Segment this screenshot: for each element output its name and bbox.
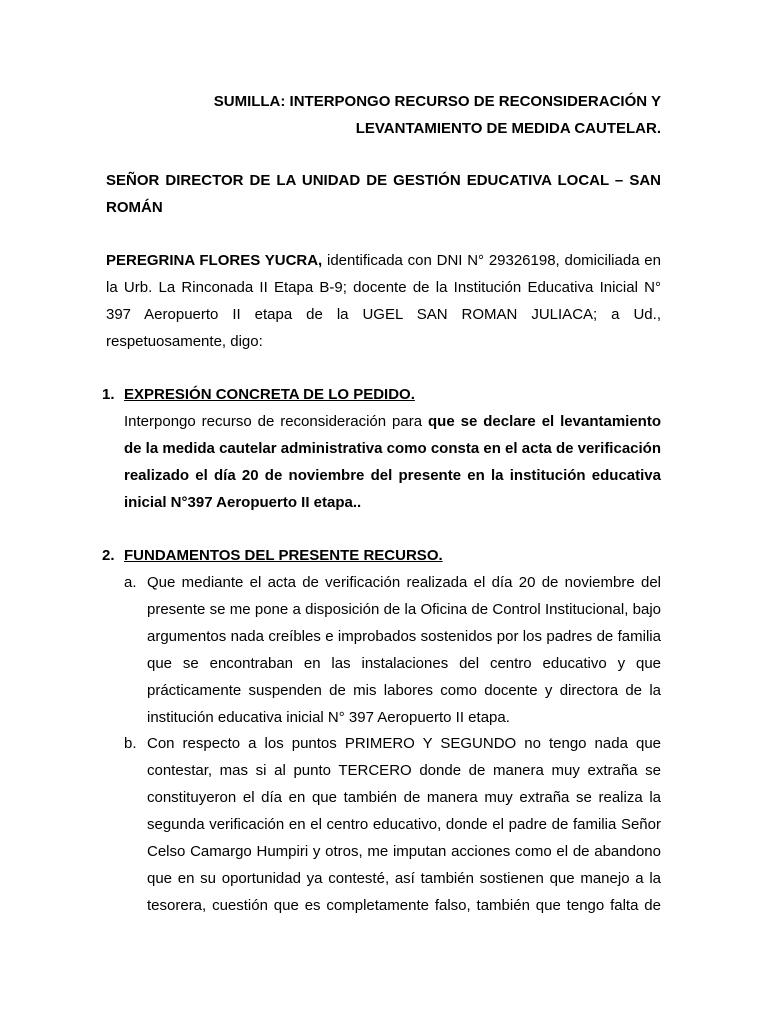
list-item-letter: a. xyxy=(124,574,137,591)
petitioner-name: PEREGRINA FLORES YUCRA, xyxy=(106,252,323,269)
section-2-heading xyxy=(102,542,662,569)
section-1-body-bold: que se declare el levantamiento de la medida cautelar administrativa como consta en el acta de verificación realizado el día 20 de noviembre del presente en la institución educativa inicial N°397 Aeropuerto II etapa.. xyxy=(124,413,662,511)
list-item-text: Con respecto a los puntos PRIMERO Y SEGUNDO no tengo nada que contestar, mas si al punto TERCERO donde de manera muy extraña se constituyeron el día en que también de manera muy extraña se realiza la segunda verificación en el centro educativo, donde el padre de familia Señor Celso Camargo Humpiri y otros, me imputan acciones como el de abandono que en su oportunidad ya contesté, así también sostienen que manejo a la tesorera, cuestión que es completamente falso, también que tengo falta de xyxy=(147,735,661,914)
section-1-body-plain: Interpongo recurso de reconsideración para xyxy=(124,413,429,430)
intro-text: identificada con DNI N° 29326198, domiciliada en la Urb. La Rinconada II Etapa B-9; docente de la Institución Educativa Inicial N° 397 Aeropuerto II etapa de la UGEL SAN ROMAN JULIACA; a Ud., respetuosamente, digo: xyxy=(106,252,661,350)
sumilla-line-1: SUMILLA: INTERPONGO RECURSO DE RECONSIDERACIÓN Y xyxy=(213,93,661,110)
section-1-body xyxy=(124,408,661,516)
sumilla-line-2: LEVANTAMIENTO DE MEDIDA CAUTELAR. xyxy=(355,120,661,137)
section-2-number: 2. xyxy=(102,547,115,564)
section-1-title: EXPRESIÓN CONCRETA DE LO PEDIDO. xyxy=(124,386,415,403)
list-item-letter: b. xyxy=(124,735,137,752)
section-2-title: FUNDAMENTOS DEL PRESENTE RECURSO. xyxy=(124,547,443,564)
sumilla-heading xyxy=(106,88,661,142)
list-item xyxy=(124,569,661,731)
intro-paragraph xyxy=(106,247,661,355)
list-item-text: Que mediante el acta de verificación realizada el día 20 de noviembre del presente se me pone a disposición de la Oficina de Control Institucional, bajo argumentos nada creíbles e improbados sostenidos por los padres de familia que se encontraban en las instalaciones del centro educativo y que prácticamente suspenden de mis labores como docente y directora de la institución educativa inicial N° 397 Aeropuerto II etapa. xyxy=(147,574,661,726)
addressee: SEÑOR DIRECTOR DE LA UNIDAD DE GESTIÓN EDUCATIVA LOCAL – SAN ROMÁN xyxy=(106,172,661,216)
section-1-heading xyxy=(102,381,662,408)
list-item xyxy=(124,730,661,919)
section-1-number: 1. xyxy=(102,386,115,403)
